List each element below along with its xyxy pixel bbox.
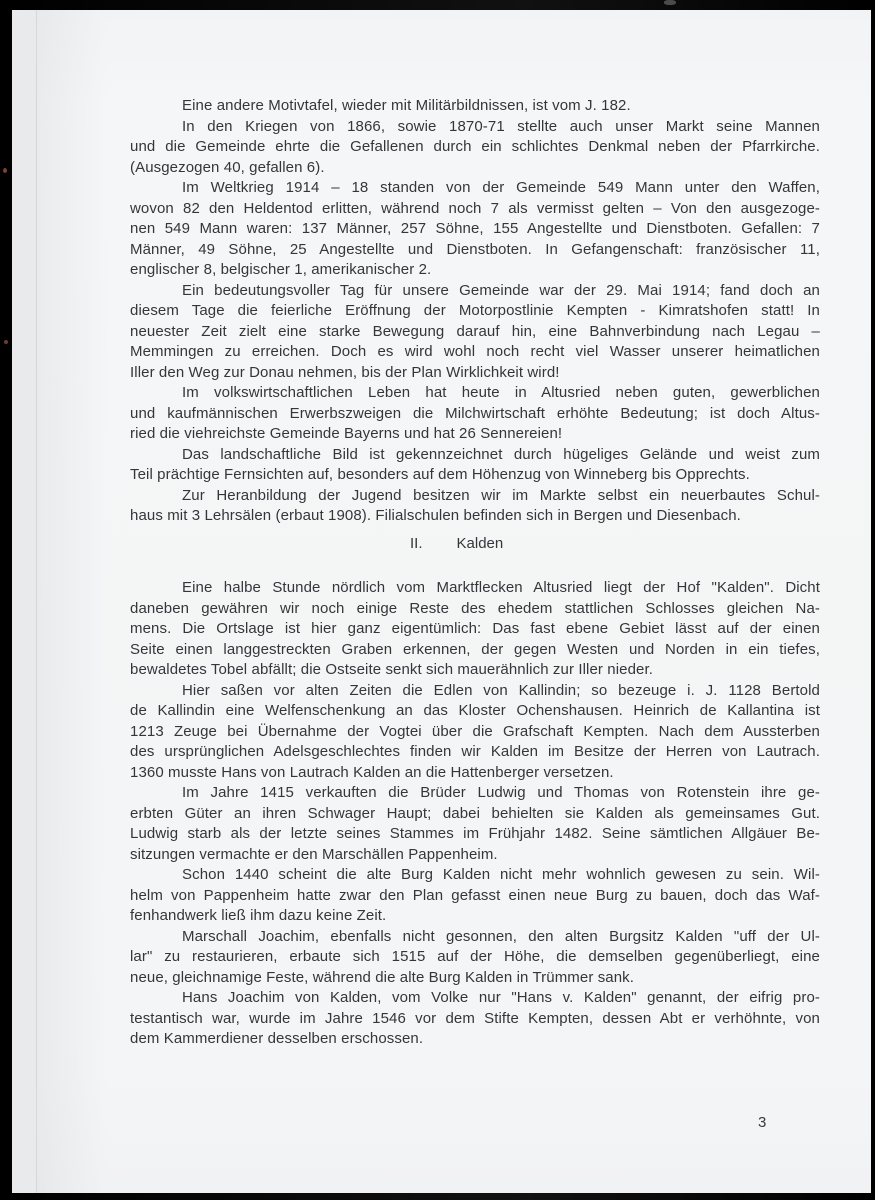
paragraph <box>130 988 820 1050</box>
text-line: In den Kriegen von 1866, sowie 1870-71 stellte auch unser Markt seine Mannen <box>182 117 820 135</box>
text-line: haus mit 3 Lehrsälen (erbaut 1908). Filialschulen befinden sich in Bergen und Diesenbach. <box>130 507 741 524</box>
paragraph <box>130 865 820 927</box>
text-line: Ein bedeutungsvoller Tag für unsere Gemeinde war der 29. Mai 1914; fand doch an <box>182 281 820 299</box>
section-heading-numeral: II. <box>410 534 423 552</box>
page-number: 3 <box>758 1114 767 1131</box>
paragraph <box>130 383 820 445</box>
text-line: fenhandwerk ließ ihm dazu keine Zeit. <box>130 907 387 924</box>
text-line: testantisch war, wurde im Jahre 1546 vor dem Stifte Kempten, dessen Abt er verhöhnte, von <box>130 1009 820 1027</box>
text-line: englischer 8, belgischer 1, amerikanischer 2. <box>130 261 432 278</box>
paragraph <box>130 681 820 784</box>
text-line: mens. Die Ortslage ist hier ganz eigentümlich: Das fast ebene Gebiet lässt auf der einen <box>130 620 820 637</box>
paragraph <box>130 117 820 179</box>
paragraph <box>130 578 820 681</box>
text-line: helm von Pappenheim hatte zwar den Plan gefasst einen neue Burg zu bauen, doch das Waf- <box>130 886 820 904</box>
text-line: Zur Heranbildung der Jugend besitzen wir im Markte selbst ein neuerbautes Schul- <box>182 486 820 504</box>
paragraph <box>130 486 820 527</box>
text-line: 1213 Zeuge bei Übernahme der Vogtei über die Grafschaft Kempten. Nach dem Aussterben <box>130 722 820 740</box>
section-heading <box>130 534 820 555</box>
paragraph <box>130 96 820 117</box>
paragraph <box>130 281 820 384</box>
section-heading-title: Kalden <box>456 534 504 552</box>
text-line: wovon 82 den Heldentod erlitten, während noch 7 als vermisst gelten – Von den ausgezoge- <box>130 199 820 217</box>
scan-speck <box>3 168 7 173</box>
page-left-edge-shadow <box>12 10 37 1193</box>
text-line: diesem Tage die feierliche Eröffnung der Motorpostlinie Kempten - Kimratshofen statt! In <box>130 302 820 319</box>
paragraph <box>130 783 820 865</box>
text-line: 1360 musste Hans von Lautrach Kalden an die Hattenberger versetzen. <box>130 763 614 781</box>
text-line: Im volkswirtschaftlichen Leben hat heute in Altusried neben guten, gewerblichen <box>182 384 820 401</box>
document-page <box>12 10 871 1193</box>
text-line: daneben gewähren wir noch einige Reste des ehedem stattlichen Schlosses gleichen Na- <box>130 599 820 617</box>
scan-speck <box>664 0 676 5</box>
text-line: Hans Joachim von Kalden, vom Volke nur "Hans v. Kalden" genannt, der eifrig pro- <box>182 989 820 1006</box>
text-line: Das landschaftliche Bild ist gekennzeichnet durch hügeliges Gelände und weist zum <box>182 445 820 463</box>
paragraph <box>130 178 820 281</box>
text-line: sitzungen vermachte er den Marschällen Pappenheim. <box>130 845 498 863</box>
scan-speck <box>4 340 8 344</box>
text-line: Eine andere Motivtafel, wieder mit Militärbildnissen, ist vom J. 182. <box>182 97 631 114</box>
text-line: de Kallindin eine Welfenschenkung an das Kloster Ochenshausen. Heinrich de Kallantina ist <box>130 702 820 719</box>
text-line: Eine halbe Stunde nördlich vom Marktflecken Altusried liegt der Hof "Kalden". Dicht <box>182 579 820 596</box>
text-line: nen 549 Mann waren: 137 Männer, 257 Söhne, 155 Angestellte und Dienstboten. Gefallen: 7 <box>130 220 820 237</box>
text-line: dem Kammerdiener desselben erschossen. <box>130 1030 424 1047</box>
text-line: Im Jahre 1415 verkauften die Brüder Ludwig und Thomas von Rotenstein ihre ge- <box>182 784 820 801</box>
text-line: erbten Güter an ihren Schwager Haupt; dabei behielten sie Kalden als gemeinsames Gut. <box>130 804 820 822</box>
text-line: Männer, 49 Söhne, 25 Angestellte und Dienstboten. In Gefangenschaft: französischer 11, <box>130 240 820 258</box>
text-line: neuester Zeit zielt eine starke Bewegung darauf hin, eine Bahnverbindung nach Legau – <box>130 322 820 340</box>
text-line: und kaufmännischen Erwerbszweigen die Milchwirtschaft erhöhte Bedeutung; ist doch Altus- <box>130 404 820 422</box>
text-line: neue, gleichnamige Feste, während die alte Burg Kalden in Trümmer sank. <box>130 968 635 986</box>
text-line: Memmingen zu erreichen. Doch es wird wohl noch recht viel Wasser unserer heimatlichen <box>130 343 820 360</box>
paragraph <box>130 445 820 486</box>
text-line: Teil prächtige Fernsichten auf, besonders auf dem Höhenzug von Winneberg bis Opprechts. <box>130 466 750 483</box>
text-line: bewaldetes Tobel abfällt; die Ostseite senkt sich mauerähnlich zur Iller nieder. <box>130 661 654 678</box>
text-line: Marschall Joachim, ebenfalls nicht gesonnen, den alten Burgsitz Kalden "uff der Ul- <box>182 927 820 945</box>
text-line: Schon 1440 scheint die alte Burg Kalden nicht mehr wohnlich gewesen zu sein. Wil- <box>182 866 820 883</box>
text-line: lar" zu restaurieren, erbaute sich 1515 auf der Höhe, die demselben gegenüberliegt, eine <box>130 948 820 965</box>
text-line: Iller den Weg zur Donau nehmen, bis der Plan Wirklichkeit wird! <box>130 363 560 381</box>
text-line: Ludwig starb als der letzte seines Stammes im Frühjahr 1482. Seine sämtlichen Allgäuer Be- <box>130 825 820 842</box>
paragraph <box>130 927 820 989</box>
text-line: des ursprünglichen Adelsgeschlechtes finden wir Kalden im Besitze der Herren von Lautrach. <box>130 743 820 760</box>
text-line: (Ausgezogen 40, gefallen 6). <box>130 158 325 176</box>
text-line: Seite einen langgestreckten Graben erkennen, der gegen Westen und Norden in ein tiefes, <box>130 640 820 658</box>
text-line: ried die viehreichste Gemeinde Bayerns und hat 26 Sennereien! <box>130 425 563 442</box>
text-line: Im Weltkrieg 1914 – 18 standen von der Gemeinde 549 Mann unter den Waffen, <box>182 179 820 196</box>
page-fold-shadow <box>37 10 107 1193</box>
document-text <box>130 96 820 1050</box>
text-line: Hier saßen vor alten Zeiten die Edlen von Kallindin; so bezeuge i. J. 1128 Bertold <box>182 681 820 699</box>
text-line: und die Gemeinde ehrte die Gefallenen durch ein schlichtes Denkmal neben der Pfarrkirche. <box>130 138 820 155</box>
